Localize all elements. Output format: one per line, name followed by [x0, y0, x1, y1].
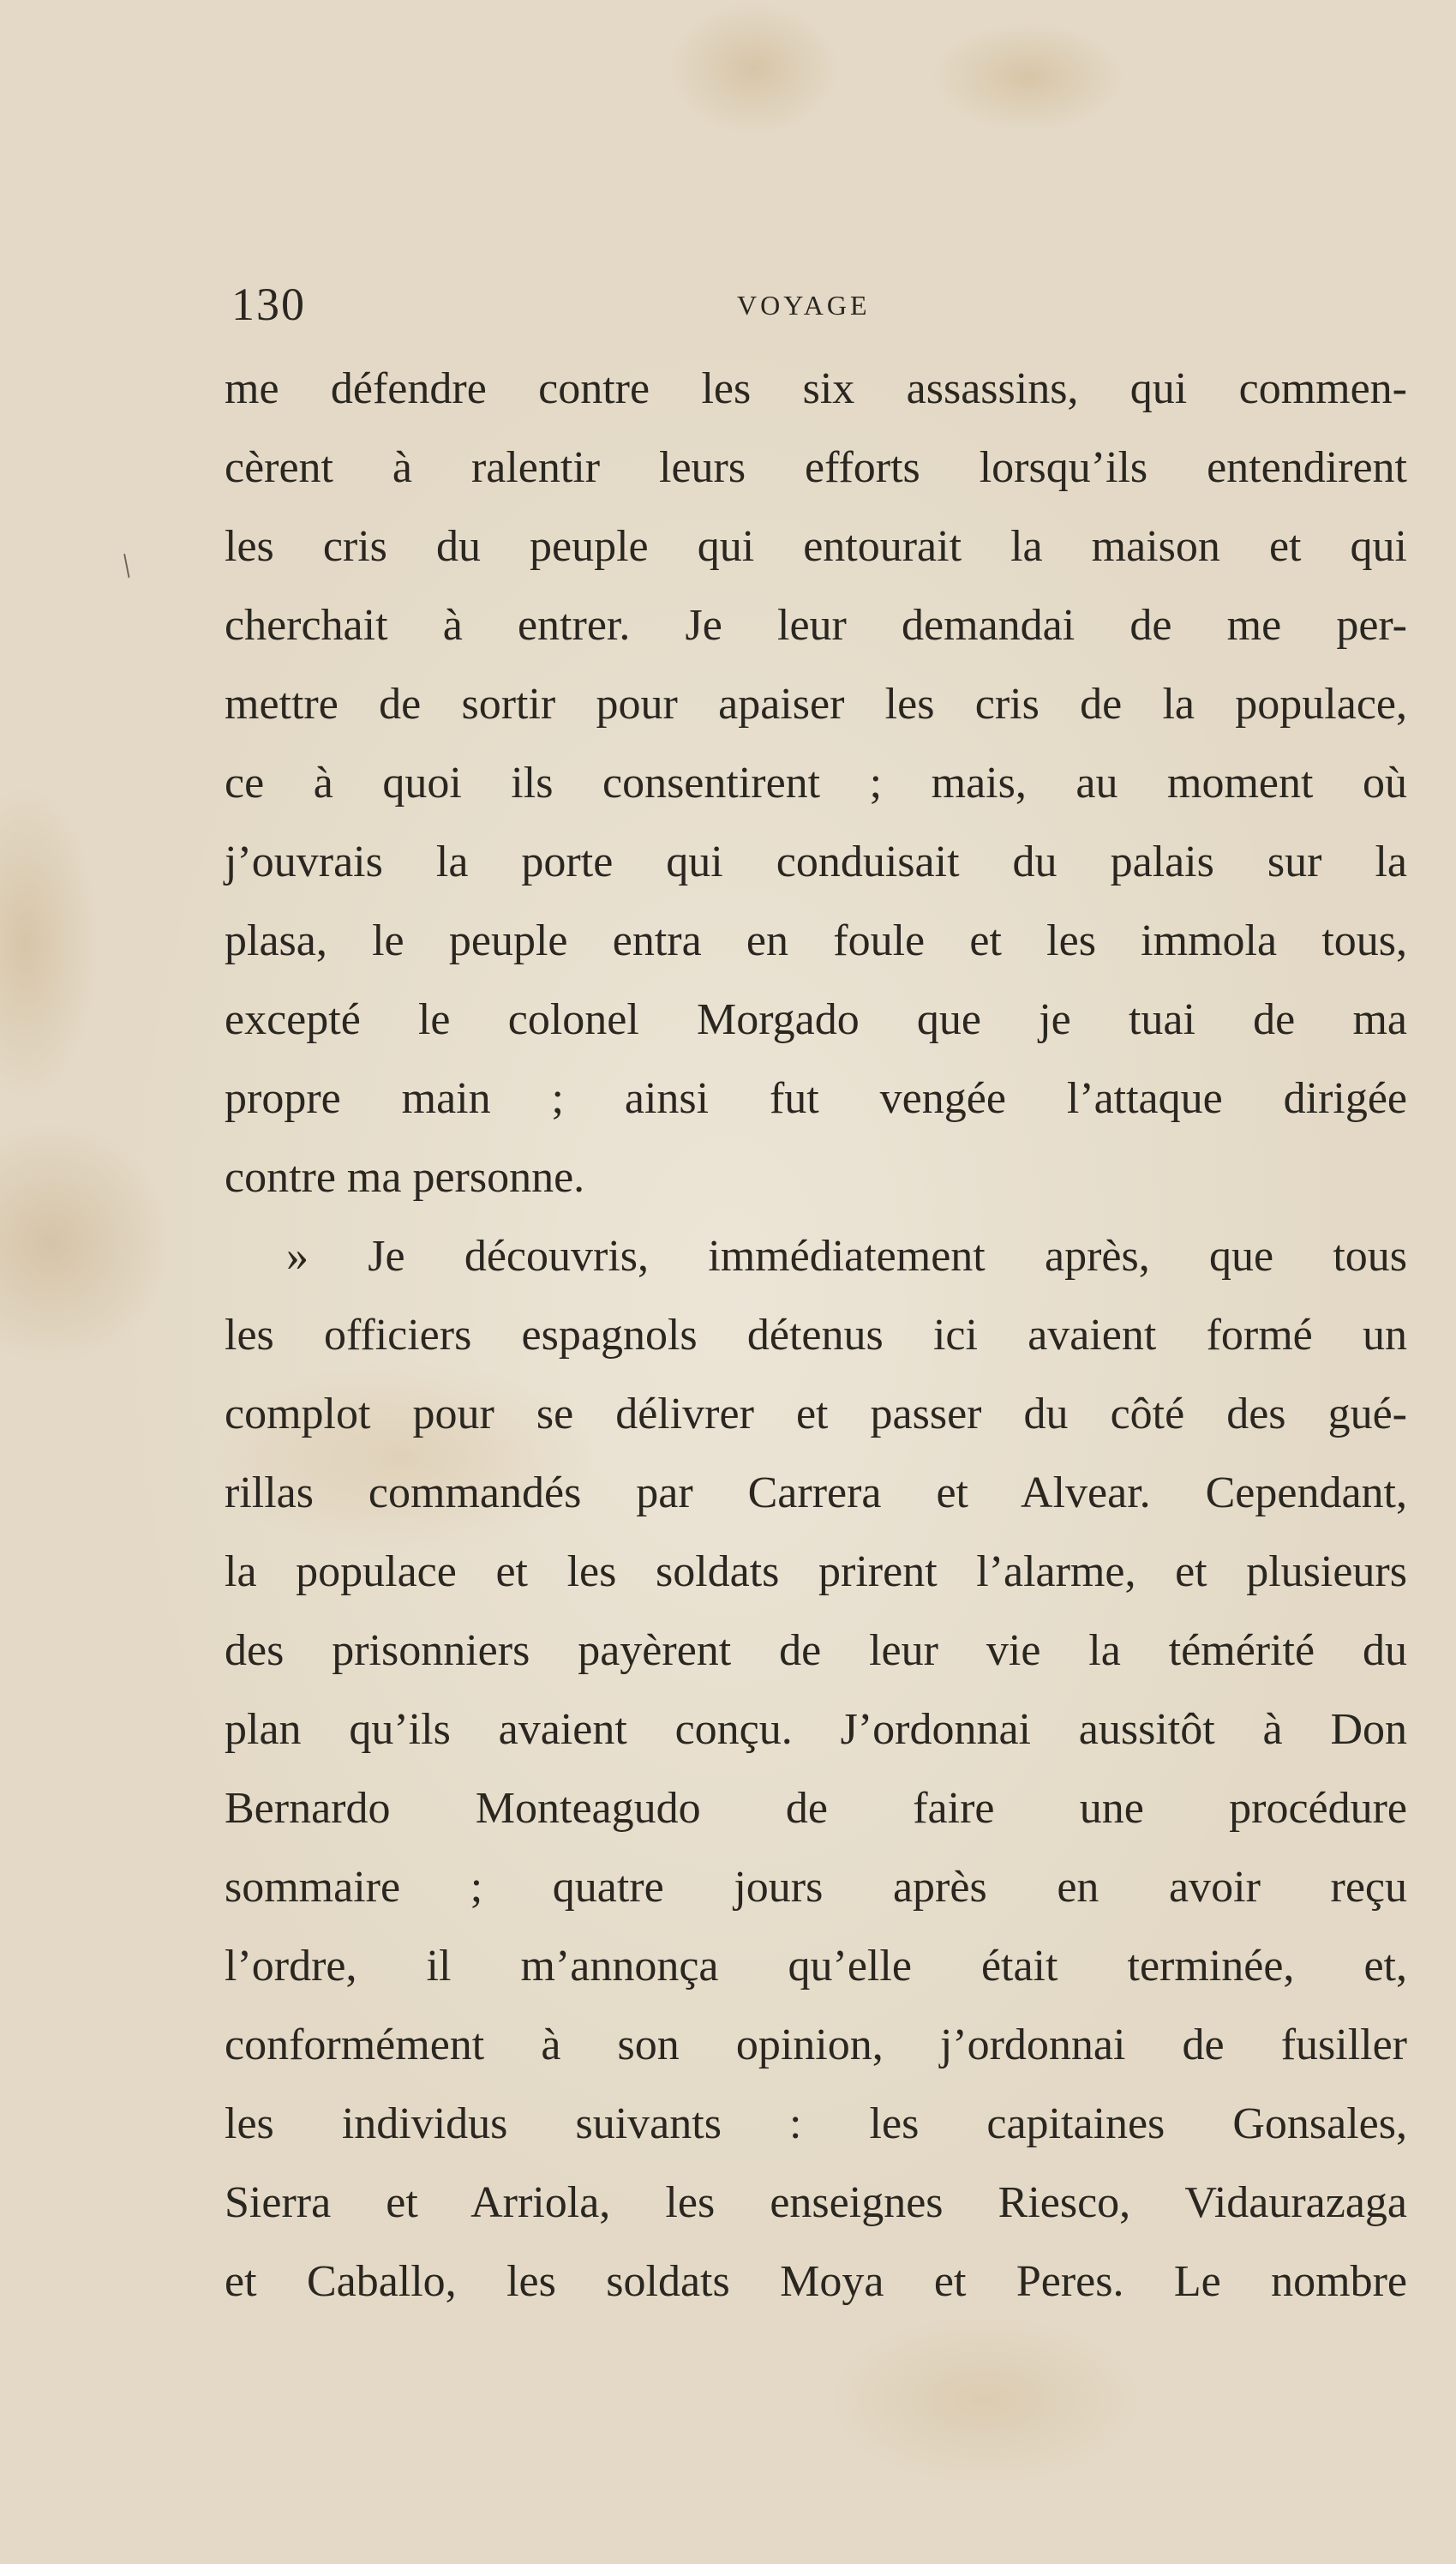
text-line: ce à quoi ils consentirent ; mais, au moment où — [225, 759, 1407, 808]
text-line: complot pour se délivrer et passer du côté des gué- — [225, 1390, 1407, 1438]
page-number: 130 — [231, 279, 306, 330]
text-line: me défendre contre les six assassins, qui commen- — [225, 364, 1407, 413]
text-line: la populace et les soldats prirent l’alarme, et plusieurs — [225, 1547, 1407, 1596]
text-line: propre main ; ainsi fut vengée l’attaque dirigée — [225, 1074, 1407, 1123]
text-line: plasa, le peuple entra en foule et les immola tous, — [225, 916, 1407, 965]
text-line: les individus suivants : les capitaines Gonsales, — [225, 2099, 1407, 2148]
body-text — [225, 350, 1407, 2321]
text-line: j’ouvrais la porte qui conduisait du palais sur la — [225, 838, 1407, 886]
text-line: les officiers espagnols détenus ici avaient formé un — [225, 1311, 1407, 1360]
text-line: et Caballo, les soldats Moya et Peres. Le nombre — [225, 2257, 1407, 2306]
text-line: plan qu’ils avaient conçu. J’ordonnai aussitôt à Don — [225, 1705, 1407, 1754]
text-line: Sierra et Arriola, les enseignes Riesco, Vidaurazaga — [225, 2178, 1407, 2227]
text-line: mettre de sortir pour apaiser les cris de la populace, — [225, 680, 1407, 729]
running-title: VOYAGE — [737, 290, 871, 321]
text-line: » Je découvris, immédiatement après, que tous — [286, 1232, 1407, 1281]
margin-pencil-mark: / — [112, 546, 141, 585]
text-line: excepté le colonel Morgado que je tuai de ma — [225, 995, 1407, 1044]
text-line: rillas commandés par Carrera et Alvear. Cependant, — [225, 1468, 1407, 1517]
text-line: sommaire ; quatre jours après en avoir reçu — [225, 1863, 1407, 1912]
text-line: cèrent à ralentir leurs efforts lorsqu’ils entendirent — [225, 443, 1407, 492]
text-line: contre ma personne. — [225, 1153, 585, 1202]
running-head — [231, 274, 1397, 334]
text-line: cherchait à entrer. Je leur demandai de me per- — [225, 601, 1407, 650]
text-line: l’ordre, il m’annonça qu’elle était terminée, et, — [225, 1942, 1407, 1991]
text-line: conformément à son opinion, j’ordonnai de fusiller — [225, 2021, 1407, 2069]
text-line: Bernardo Monteagudo de faire une procédure — [225, 1784, 1407, 1833]
text-line: les cris du peuple qui entourait la maison et qui — [225, 522, 1407, 571]
text-line: des prisonniers payèrent de leur vie la témérité du — [225, 1626, 1407, 1675]
